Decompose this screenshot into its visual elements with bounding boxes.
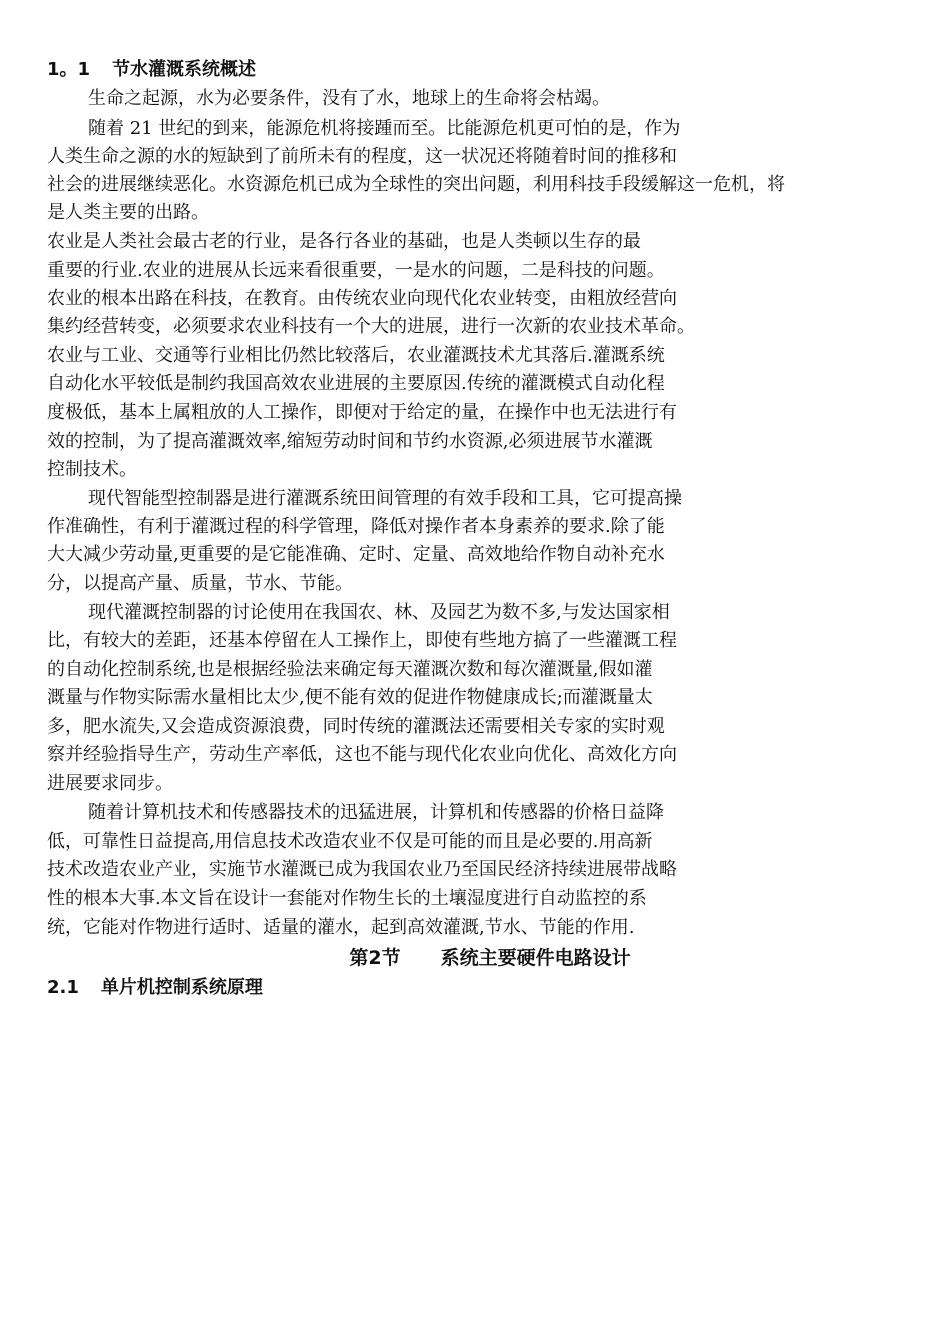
paragraph-line: 性的根本大事.本文旨在设计一套能对作物生长的土壤湿度进行自动监控的系 bbox=[47, 888, 647, 909]
chapter-number: 第2节 bbox=[349, 947, 401, 969]
paragraph-line: 自动化水平较低是制约我国高效农业进展的主要原因.传统的灌溉模式自动化程 bbox=[47, 373, 665, 394]
paragraph-line: 技术改造农业产业，实施节水灌溉已成为我国农业乃至国民经济持续进展带战略 bbox=[47, 859, 677, 880]
paragraph-line: 农业的根本出路在科技，在教育。由传统农业向现代化农业转变，由粗放经营向 bbox=[47, 288, 677, 309]
section-title: 节水灌溉系统概述 bbox=[112, 59, 257, 80]
paragraph-line: 集约经营转变，必须要求农业科技有一个大的进展，进行一次新的农业技术革命。 bbox=[47, 316, 695, 337]
paragraph-line: 的自动化控制系统,也是根据经验法来确定每天灌溉次数和每次灌溉量,假如灌 bbox=[47, 659, 653, 680]
section-number: 2.1 bbox=[47, 977, 79, 998]
paragraph-line: 度极低，基本上属粗放的人工操作，即便对于给定的量，在操作中也无法进行有 bbox=[47, 402, 677, 423]
paragraph-line: 比，有较大的差距，还基本停留在人工操作上，即使有些地方搞了一些灌溉工程 bbox=[47, 630, 677, 651]
paragraph-line: 多，肥水流失,又会造成资源浪费，同时传统的灌溉法还需要相关专家的实时观 bbox=[47, 716, 665, 737]
paragraph-line: 农业是人类社会最古老的行业，是各行各业的基础，也是人类顿以生存的最 bbox=[47, 231, 641, 252]
section-heading-1-1 bbox=[47, 58, 256, 82]
paragraph-line: 农业与工业、交通等行业相比仍然比较落后，农业灌溉技术尤其落后.灌溉系统 bbox=[47, 345, 665, 366]
paragraph-line: 控制技术。 bbox=[47, 459, 137, 480]
paragraph-line: 效的控制，为了提高灌溉效率,缩短劳动时间和节约水资源,必须进展节水灌溉 bbox=[47, 431, 653, 452]
chapter-title: 系统主要硬件电路设计 bbox=[440, 947, 631, 969]
section-heading-2-1 bbox=[47, 976, 263, 1000]
paragraph-line: 重要的行业.农业的进展从长远来看很重要，一是水的问题，二是科技的问题。 bbox=[47, 260, 665, 281]
paragraph-line: 统，它能对作物进行适时、适量的灌水，起到高效灌溉,节水、节能的作用. bbox=[47, 917, 635, 938]
section-title: 单片机控制系统原理 bbox=[100, 977, 263, 998]
section-number: 1。1 bbox=[47, 59, 91, 80]
paragraph-line: 社会的进展继续恶化。水资源危机已成为全球性的突出问题，利用科技手段缓解这一危机，将 bbox=[47, 174, 785, 195]
paragraph-line: 现代灌溉控制器的讨论使用在我国农、林、及园艺为数不多,与发达国家相 bbox=[88, 602, 670, 623]
paragraph-line: 察并经验指导生产，劳动生产率低，这也不能与现代化农业向优化、高效化方向 bbox=[47, 744, 677, 765]
chapter-heading-2 bbox=[0, 945, 950, 971]
paragraph-line: 分，以提高产量、质量，节水、节能。 bbox=[47, 573, 353, 594]
paragraph-line: 大大减少劳动量,更重要的是它能准确、定时、定量、高效地给作物自动补充水 bbox=[47, 544, 665, 565]
paragraph-line: 低，可靠性日益提高,用信息技术改造农业不仅是可能的而且是必要的.用高新 bbox=[47, 831, 653, 852]
paragraph-line: 作准确性，有利于灌溉过程的科学管理，降低对操作者本身素养的要求.除了能 bbox=[47, 516, 665, 537]
paragraph-line: 随着计算机技术和传感器技术的迅猛进展，计算机和传感器的价格日益降 bbox=[88, 802, 664, 823]
paragraph-line: 随着 21 世纪的到来，能源危机将接踵而至。比能源危机更可怕的是，作为 bbox=[88, 118, 681, 139]
paragraph-line: 进展要求同步。 bbox=[47, 773, 173, 794]
paragraph-line: 现代智能型控制器是进行灌溉系统田间管理的有效手段和工具，它可提高操 bbox=[88, 488, 682, 509]
paragraph-line: 人类生命之源的水的短缺到了前所未有的程度，这一状况还将随着时间的推移和 bbox=[47, 146, 677, 167]
paragraph-line: 是人类主要的出路。 bbox=[47, 202, 209, 223]
paragraph-line: 溉量与作物实际需水量相比太少,便不能有效的促进作物健康成长;而灌溉量太 bbox=[47, 687, 653, 708]
paragraph-line: 生命之起源，水为必要条件，没有了水，地球上的生命将会枯竭。 bbox=[88, 88, 610, 109]
